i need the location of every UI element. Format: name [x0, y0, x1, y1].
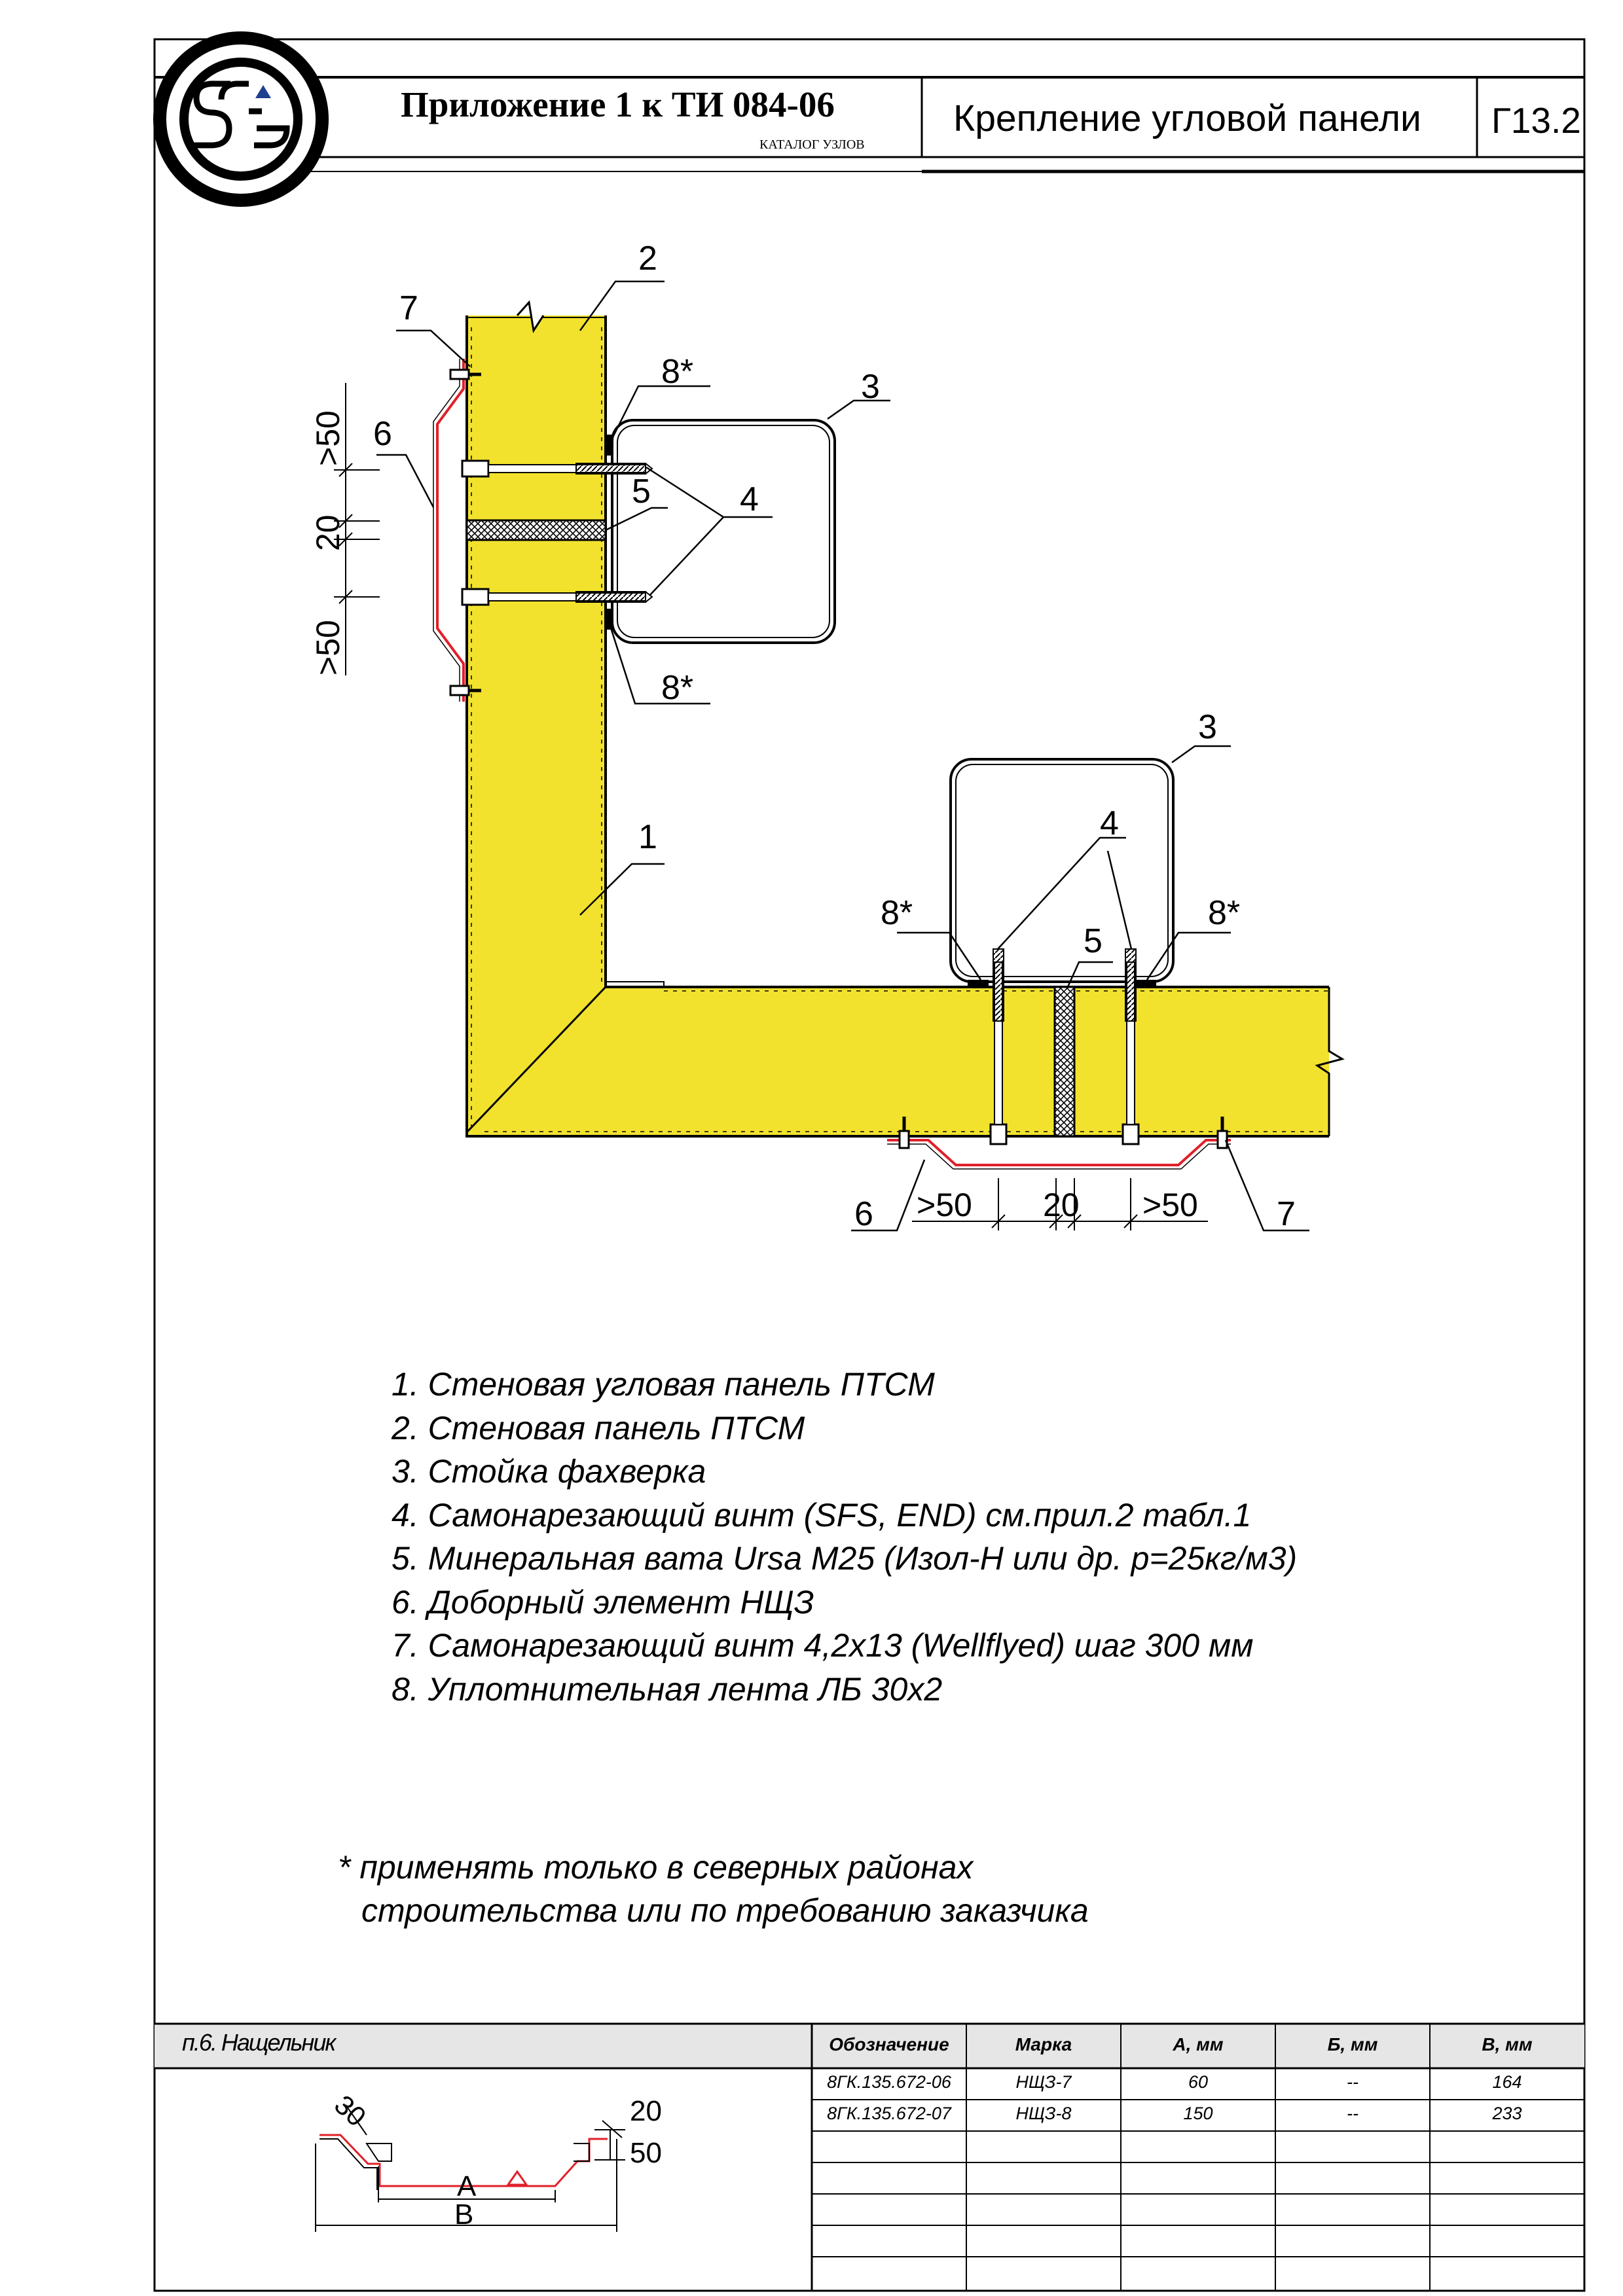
legend-item: 4. Самонарезающий винт (SFS, END) см.прил.2 табл.1 — [392, 1496, 1252, 1534]
legend-item: 2. Стеновая панель ПТСМ — [392, 1409, 805, 1446]
dim-v-top: >50 — [310, 410, 346, 466]
sheet-code: Г13.2 — [1491, 100, 1581, 141]
sketch-dim-30: 30 — [328, 2089, 373, 2132]
callout-5-bottom: 5 — [1084, 922, 1103, 960]
table-cell: 233 — [1492, 2104, 1522, 2123]
legend-item: 7. Самонарезающий винт 4,2х13 (Wellflyed) шаг 300 мм — [392, 1627, 1254, 1664]
callout-8-left: 8* — [881, 894, 913, 932]
dim-h-right: >50 — [1142, 1187, 1198, 1223]
legend-item: 3. Стойка фахверка — [392, 1453, 706, 1490]
table-cell: НЩЗ-7 — [1015, 2072, 1072, 2092]
callout-5-top: 5 — [632, 473, 651, 511]
callout-6-bottom: 6 — [854, 1195, 873, 1233]
sketch-dim-a: А — [457, 2170, 477, 2202]
table-cell: 8ГК.135.672-06 — [827, 2072, 951, 2092]
sketch-dim-20: 20 — [630, 2095, 662, 2127]
table-cell: 60 — [1188, 2072, 1209, 2092]
table-header-mark: Марка — [1015, 2034, 1072, 2054]
table-header-a: А, мм — [1173, 2034, 1224, 2054]
legend-item: 8. Уплотнительная лента ЛБ 30х2 — [392, 1670, 943, 1708]
table-header-b: Б, мм — [1327, 2034, 1378, 2054]
table-cell: 8ГК.135.672-07 — [827, 2104, 951, 2123]
dim-v-mid: 20 — [310, 514, 346, 551]
table-section-title: п.6. Нащельник — [182, 2029, 335, 2056]
header-title: Приложение 1 к ТИ 084-06 — [401, 84, 835, 124]
dim-h-mid: 20 — [1043, 1187, 1080, 1223]
callout-6-left: 6 — [373, 415, 392, 453]
legend-item: 5. Минеральная вата Ursa M25 (Изол-Н или др. р=25кг/м3) — [392, 1540, 1298, 1577]
callout-8-mid: 8* — [661, 669, 694, 707]
table-cell: НЩЗ-8 — [1015, 2104, 1072, 2123]
sketch-dim-50: 50 — [630, 2137, 662, 2169]
sheet-name: Крепление угловой панели — [953, 98, 1421, 139]
callout-1: 1 — [638, 818, 657, 856]
table-cell: 164 — [1492, 2072, 1522, 2092]
legend-list — [392, 1363, 1504, 1711]
callout-2: 2 — [638, 240, 657, 278]
company-logo — [153, 31, 329, 207]
dim-h-left: >50 — [917, 1187, 972, 1223]
callout-7-bottom: 7 — [1277, 1195, 1296, 1233]
dim-v-bottom: >50 — [310, 620, 346, 675]
spec-table-grid — [155, 2024, 1584, 2291]
footnote-line: * применять только в северных районах — [338, 1849, 974, 1886]
legend-item: 6. Доборный элемент НЩЗ — [392, 1583, 814, 1621]
table-cell: -- — [1347, 2104, 1359, 2123]
table-header-v: В, мм — [1482, 2034, 1533, 2054]
table-cell: 150 — [1183, 2104, 1213, 2123]
callout-4-top: 4 — [740, 480, 759, 518]
footnote — [338, 1846, 1089, 1932]
callout-3-top: 3 — [861, 368, 880, 406]
callout-8-top: 8* — [661, 353, 694, 391]
legend-item: 1. Стеновая угловая панель ПТСМ — [392, 1366, 935, 1403]
callout-7-top: 7 — [399, 289, 418, 327]
table-header-designation: Обозначение — [829, 2034, 949, 2054]
table-cell: -- — [1347, 2072, 1359, 2092]
header-subtitle: КАТАЛОГ УЗЛОВ — [759, 137, 865, 152]
callout-4-bottom: 4 — [1100, 804, 1119, 842]
sketch-dim-b: В — [454, 2198, 474, 2231]
footnote-line: строительства или по требованию заказчика — [361, 1892, 1089, 1929]
callout-8-right: 8* — [1208, 894, 1241, 932]
callout-3-right: 3 — [1198, 708, 1217, 746]
detail-drawing — [310, 240, 1342, 1233]
